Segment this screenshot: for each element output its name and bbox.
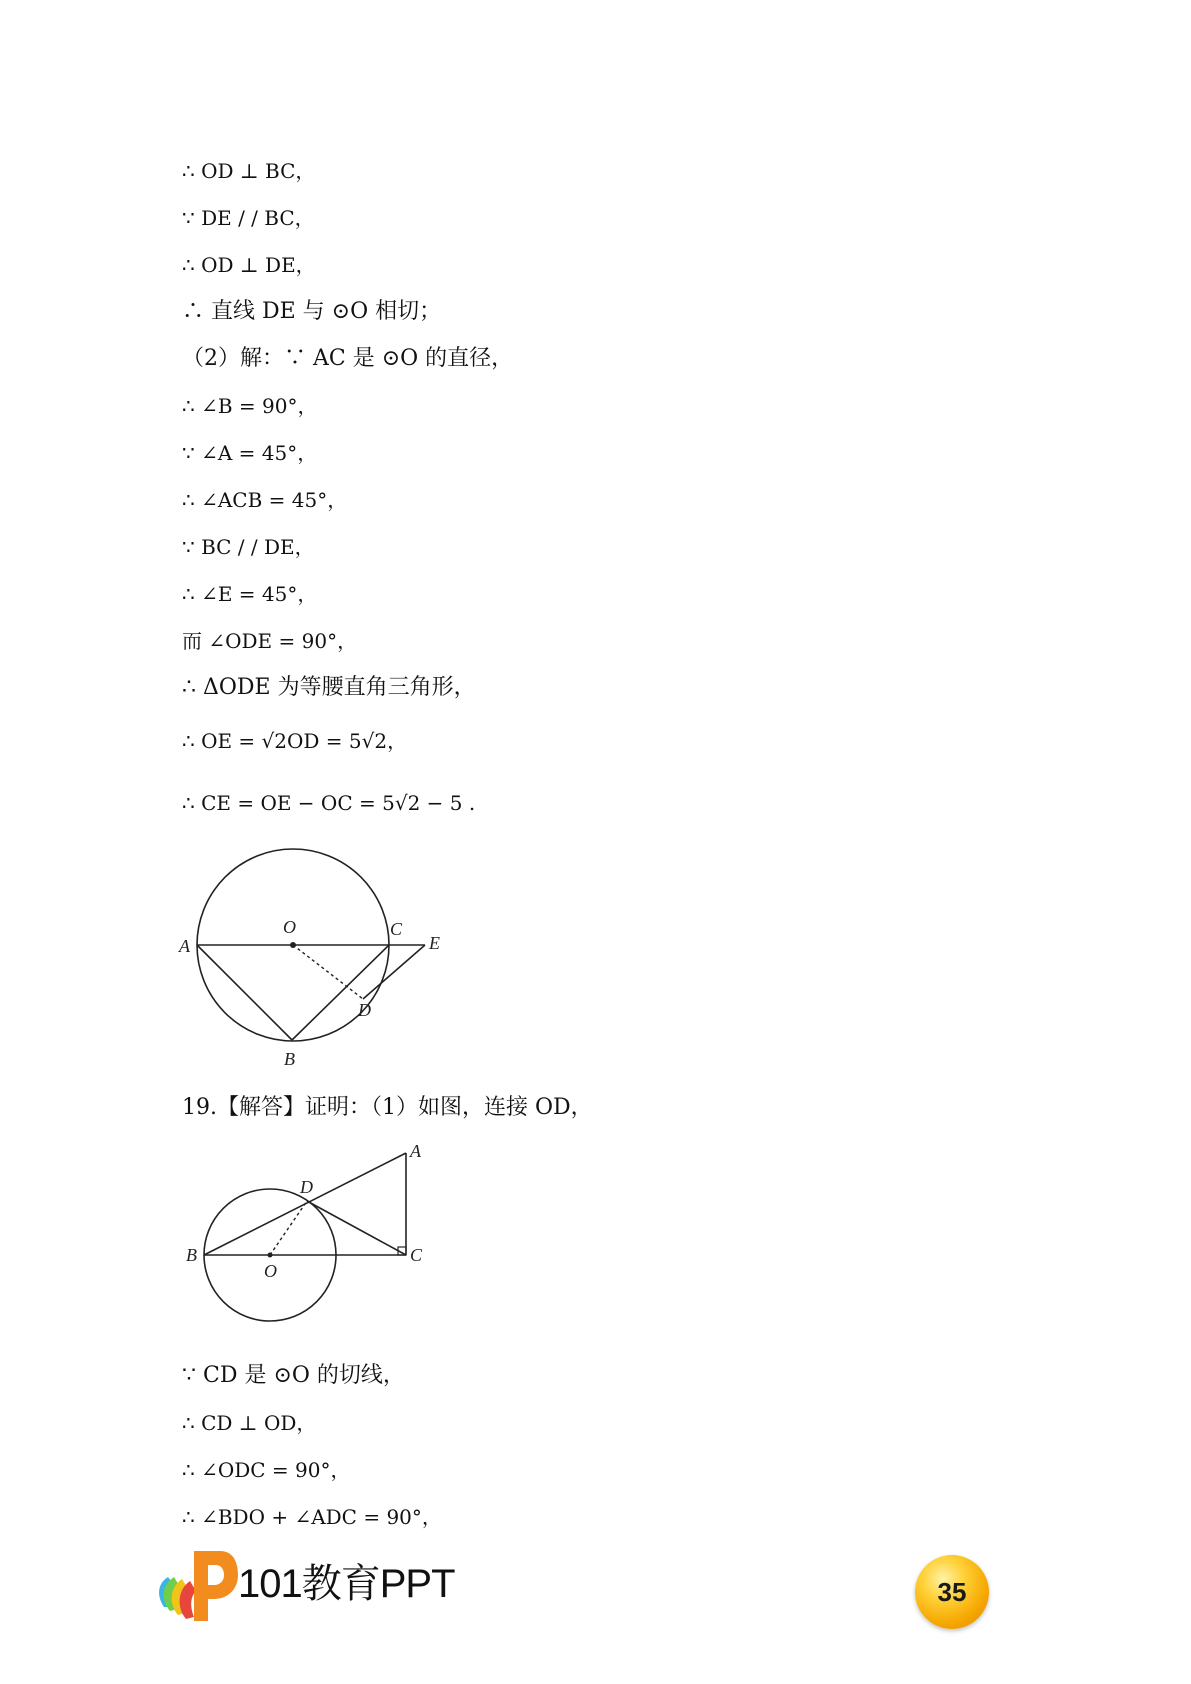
brand-logo-icon: [150, 1545, 240, 1625]
center-dot: [268, 1253, 273, 1258]
label-c: C: [410, 1245, 423, 1265]
proof-line: ∴ ∠BDO + ∠ADC = 90°，: [182, 1505, 442, 1529]
proof-line: ∴ OD ⊥ DE，: [182, 253, 316, 277]
figure-circle-tangent: [175, 845, 465, 1079]
proof-line: ∵ ∠A = 45°，: [182, 441, 318, 465]
segment-de: [363, 945, 425, 999]
proof-line: ∴ ∠B = 90°，: [182, 394, 318, 418]
proof-line: ∴ CE = OE − OC = 5√2 − 5 .: [182, 791, 476, 815]
page-number-badge: [915, 1555, 989, 1629]
label-a: A: [179, 936, 190, 956]
segment-ab: [197, 945, 292, 1040]
label-b: B: [284, 1049, 295, 1069]
label-c: C: [390, 919, 403, 939]
proof-line: ∵ BC / / DE，: [182, 535, 315, 559]
label-o: O: [283, 917, 296, 937]
center-dot: [290, 942, 296, 948]
label-e: E: [429, 933, 440, 953]
label-a: A: [410, 1141, 421, 1161]
proof-line: ∴ 直线 DE 与 ⊙O 相切；: [182, 299, 442, 324]
proof-line: ∴ CD ⊥ OD，: [182, 1411, 317, 1435]
proof-line: ∴ OD ⊥ BC，: [182, 159, 316, 183]
page-number: 35: [937, 1576, 967, 1607]
proof-line: ∴ ΔODE 为等腰直角三角形，: [182, 675, 476, 700]
problem-19-heading: 19.【解答】证明：（1）如图，连接 OD，: [182, 1095, 593, 1120]
proof-line: ∴ ∠E = 45°，: [182, 582, 318, 606]
segment-od-dashed: [293, 945, 363, 999]
proof-line: ∴ OE = √2OD = 5√2，: [182, 729, 408, 753]
proof-line: ∴ ∠ACB = 45°，: [182, 488, 348, 512]
brand-name: 101教育PPT: [238, 1562, 455, 1606]
figure-circle-triangle: [180, 1135, 440, 1339]
segment-dc: [307, 1201, 406, 1255]
proof-line: （2）解：∵ AC 是 ⊙O 的直径，: [182, 346, 514, 371]
proof-line: ∴ ∠ODC = 90°，: [182, 1458, 351, 1482]
label-d: D: [300, 1177, 313, 1197]
proof-line: ∵ DE / / BC，: [182, 206, 315, 230]
proof-line: 而 ∠ODE = 90°，: [182, 629, 358, 653]
label-o: O: [264, 1261, 277, 1281]
segment-od-dashed: [270, 1201, 307, 1255]
label-d: D: [358, 1000, 371, 1020]
segment-bc: [292, 945, 389, 1040]
label-b: B: [186, 1245, 197, 1265]
proof-line: ∵ CD 是 ⊙O 的切线，: [182, 1363, 405, 1388]
